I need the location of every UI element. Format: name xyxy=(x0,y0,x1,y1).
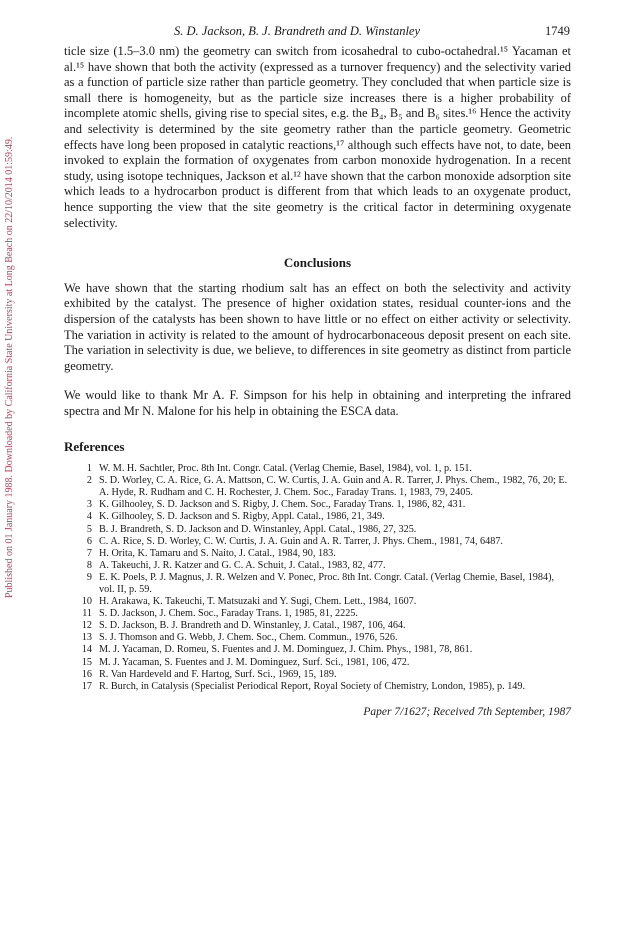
download-watermark xyxy=(2,40,16,600)
reference-number: 15 xyxy=(81,656,92,668)
reference-number: 10 xyxy=(81,596,92,608)
reference-number: 2 xyxy=(86,475,92,487)
reference-number: 3 xyxy=(86,499,92,511)
reference-text: A. Takeuchi, J. R. Katzer and G. C. A. Schuit, J. Catal., 1983, 82, 477. xyxy=(99,559,386,571)
references-list xyxy=(64,463,571,693)
received-note: Paper 7/1627; Received 7th September, 1987 xyxy=(363,705,571,718)
reference-item xyxy=(78,560,571,572)
reference-number: 9 xyxy=(86,571,92,583)
reference-number: 16 xyxy=(81,668,92,680)
discussion-paragraph: ticle size (1.5–3.0 nm) the geometry can switch from icosahedral to cubo-octahedral.¹⁵ Yacaman et al.¹⁵ have shown that both the activity (expressed as a turnover frequency) and the selectivity varied as a function of particle size rather than particle geometry. They concluded that when particle size is small there is homogeneity, but as the particle size increases there is a higher probability of incomplete atomic shells, giving rise to special sites, e.g. the B₄, B₅ and B₆ sites.¹⁶ Hence the activity and selectivity is determined by the site geometry rather than the particle geometry. Geometric effects have long been proposed in catalytic reactions,¹⁷ although such effects have not, to date, been invoked to explain the formation of oxygenates from carbon monoxide hydrogenation. In a recent study, using isotope techniques, Jackson et al.¹² have shown that the carbon monoxide adsorption site which leads to a hydrocarbon product is different from that which leads to an oxygenate product, hence supporting the view that the site geometry is the critical factor in determining oxygenate selectivity. xyxy=(64,44,571,230)
reference-item xyxy=(78,632,571,644)
reference-text: M. J. Yacaman, S. Fuentes and J. M. Dominguez, Surf. Sci., 1981, 106, 472. xyxy=(99,656,410,668)
reference-item xyxy=(78,463,571,475)
reference-item xyxy=(78,657,571,669)
reference-text: C. A. Rice, S. D. Worley, C. W. Curtis, J. A. Guin and A. R. Tarrer, J. Phys. Chem., 1981, 74, 6487. xyxy=(99,535,503,547)
reference-number: 12 xyxy=(81,620,92,632)
reference-item xyxy=(78,620,571,632)
acknowledgement-paragraph: We would like to thank Mr A. F. Simpson for his help in obtaining and interpreting the infrared spectra and Mr N. Malone for his help in obtaining the ESCA data. xyxy=(64,388,571,418)
reference-text: R. Burch, in Catalysis (Specialist Periodical Report, Royal Society of Chemistry, London, 1985), p. 149. xyxy=(99,680,526,692)
reference-item xyxy=(78,608,571,620)
reference-text: K. Gilhooley, S. D. Jackson and S. Rigby, Appl. Catal., 1986, 21, 349. xyxy=(99,511,385,523)
reference-number: 1 xyxy=(86,463,92,475)
conclusions-heading: Conclusions xyxy=(283,255,352,271)
reference-number: 17 xyxy=(81,680,92,692)
reference-text: M. J. Yacaman, D. Romeu, S. Fuentes and J. M. Dominguez, J. Chim. Phys., 1981, 78, 861. xyxy=(99,644,473,656)
page-body xyxy=(64,44,571,720)
reference-item xyxy=(78,499,571,511)
reference-text: E. K. Poels, P. J. Magnus, J. R. Welzen and V. Ponec, Proc. 8th Int. Congr. Catal. (Verlag Chemie, Basel, 1984), vol. II, p. 59. xyxy=(99,571,555,595)
reference-item xyxy=(78,511,571,523)
reference-text: K. Gilhooley, S. D. Jackson and S. Rigby, J. Chem. Soc., Faraday Trans. 1, 1986, 82, 431. xyxy=(99,499,466,511)
reference-number: 8 xyxy=(86,559,92,571)
download-watermark-text: Published on 01 January 1988. Downloaded by California State University at Long Beach on 22/10/2014 01:59:49. xyxy=(4,136,15,598)
reference-item xyxy=(78,681,571,693)
reference-text: S. D. Jackson, J. Chem. Soc., Faraday Trans. 1, 1985, 81, 2225. xyxy=(99,608,358,620)
conclusions-paragraph: We have shown that the starting rhodium salt has an effect on both the selectivity and activity exhibited by the catalyst. The presence of higher oxidation states, residual counter-ions and the dispersion of the catalysts has been shown to have little or no effect on either activity or selectivity. The variation in activity is related to the amount of hydrocarbonaceous deposit present on each site. The variation in selectivity is due, we believe, to differences in site geometry as distinct from particle geometry. xyxy=(64,280,571,373)
reference-text: S. D. Jackson, B. J. Brandreth and D. Winstanley, J. Catal., 1987, 106, 464. xyxy=(99,620,406,632)
reference-number: 6 xyxy=(86,535,92,547)
reference-text: R. Van Hardeveld and F. Hartog, Surf. Sci., 1969, 15, 189. xyxy=(99,668,337,680)
reference-item xyxy=(78,596,571,608)
reference-text: S. J. Thomson and G. Webb, J. Chem. Soc., Chem. Commun., 1976, 526. xyxy=(99,632,398,644)
reference-number: 7 xyxy=(86,547,92,559)
header-authors: S. D. Jackson, B. J. Brandreth and D. Winstanley xyxy=(174,24,421,38)
reference-number: 4 xyxy=(86,511,92,523)
reference-number: 13 xyxy=(81,632,92,644)
reference-item xyxy=(78,572,571,596)
reference-text: S. D. Worley, C. A. Rice, G. A. Mattson, C. W. Curtis, J. A. Guin and A. R. Tarrer, J. Phys. Chem., 1982, 76, 20; E. A. Hyde, R. Rudham and C. H. Rochester, J. Chem. Soc., Faraday Trans. 1, 1983, 79, 2405. xyxy=(99,475,568,499)
reference-item xyxy=(78,669,571,681)
reference-item xyxy=(78,536,571,548)
reference-item xyxy=(78,548,571,560)
reference-number: 11 xyxy=(82,608,92,620)
page-number: 1749 xyxy=(545,24,570,38)
reference-item xyxy=(78,524,571,536)
reference-text: H. Orita, K. Tamaru and S. Naito, J. Catal., 1984, 90, 183. xyxy=(99,547,336,559)
running-header xyxy=(64,24,570,40)
reference-item xyxy=(78,475,571,499)
reference-number: 14 xyxy=(81,644,92,656)
reference-text: B. J. Brandreth, S. D. Jackson and D. Winstanley, Appl. Catal., 1986, 27, 325. xyxy=(99,523,417,535)
reference-number: 5 xyxy=(86,523,92,535)
reference-text: W. M. H. Sachtler, Proc. 8th Int. Congr. Catal. (Verlag Chemie, Basel, 1984), vol. 1, p. 151. xyxy=(99,463,472,475)
references-heading: References xyxy=(64,439,125,455)
reference-text: H. Arakawa, K. Takeuchi, T. Matsuzaki and Y. Sugi, Chem. Lett., 1984, 1607. xyxy=(99,596,417,608)
reference-item xyxy=(78,644,571,656)
